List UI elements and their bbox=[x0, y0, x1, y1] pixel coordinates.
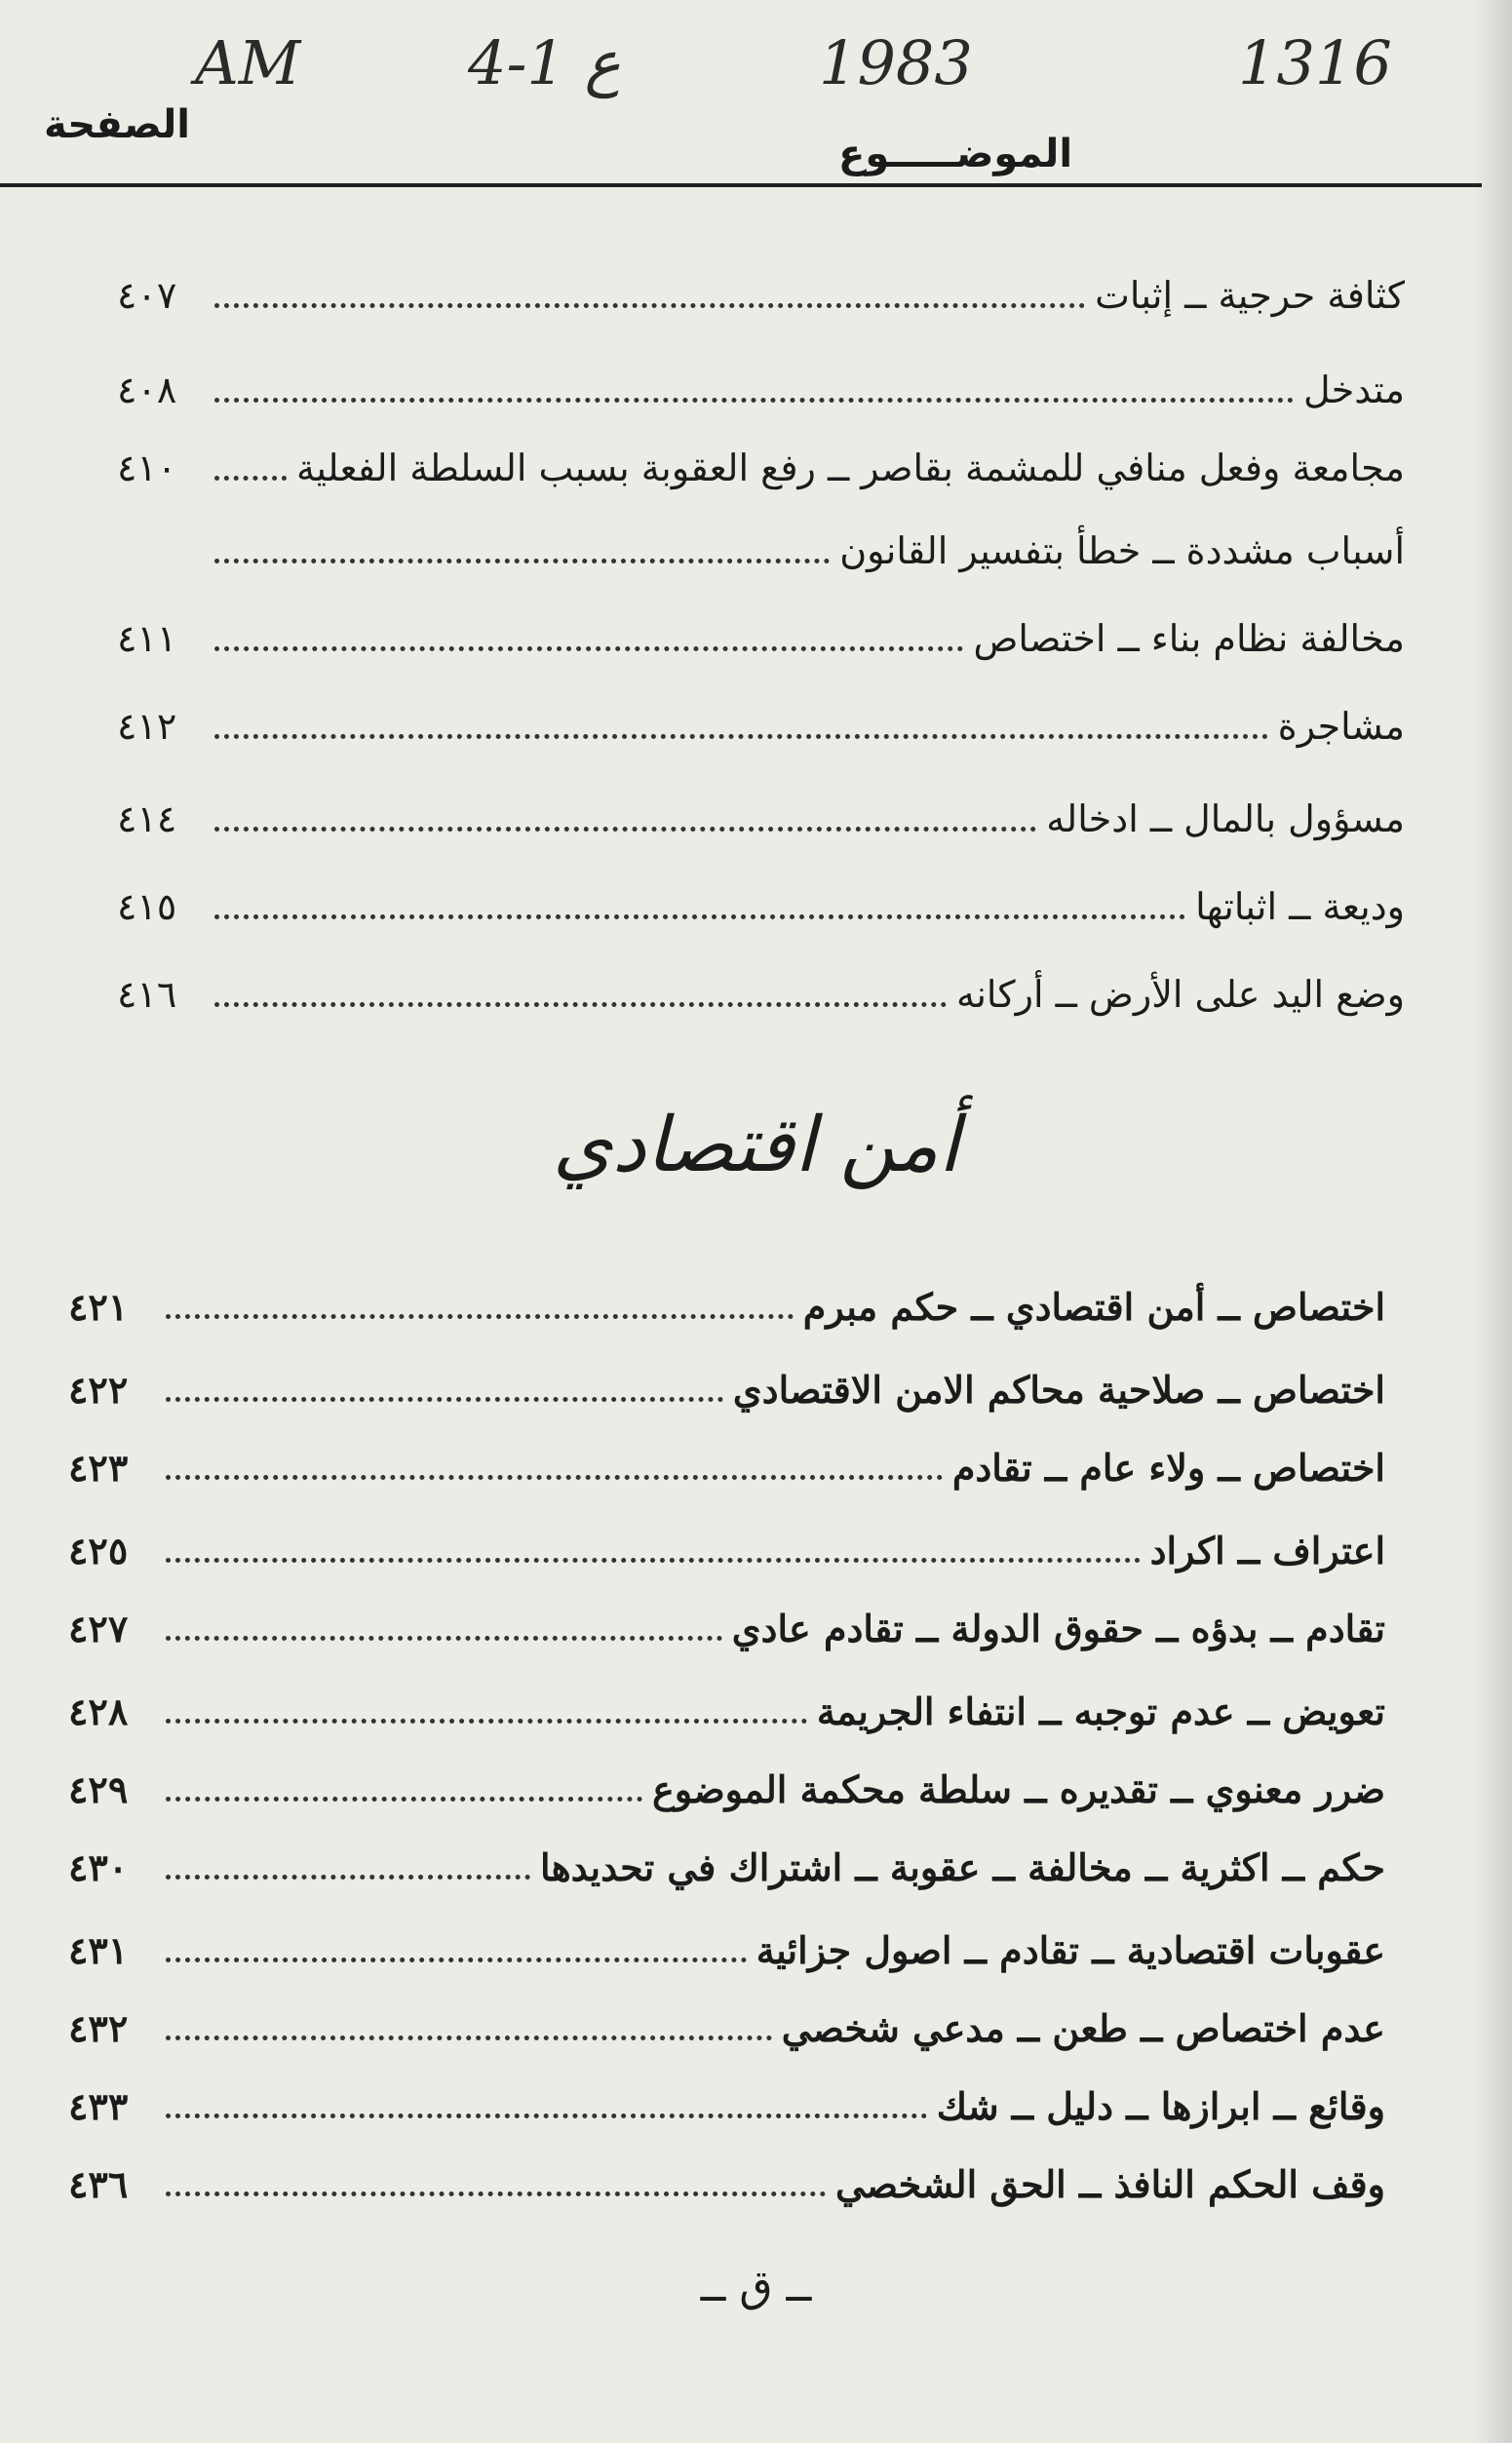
toc-entry bbox=[0, 872, 1512, 941]
toc-entry bbox=[0, 1516, 1512, 1584]
dot-leader bbox=[166, 1958, 747, 1962]
entry-title: تعويض ــ عدم توجبه ــ انتفاء الجريمة bbox=[816, 1688, 1385, 1733]
entry-page: ٤٢٣ bbox=[68, 1445, 129, 1490]
entry-page: ٤٣١ bbox=[68, 1927, 129, 1972]
entry-title: اختصاص ــ صلاحية محاكم الامن الاقتصادي bbox=[732, 1367, 1385, 1412]
dot-leader bbox=[214, 646, 963, 651]
entry-title: كثافة حرجية ــ إثبات bbox=[1095, 274, 1405, 317]
dot-leader bbox=[166, 2113, 927, 2118]
toc-entry bbox=[0, 1994, 1512, 2062]
dot-leader bbox=[214, 1002, 947, 1007]
entry-title: وديعة ــ اثباتها bbox=[1195, 885, 1405, 928]
entry-page: ٤١٥ bbox=[117, 885, 177, 928]
handwritten-note: 4-1 ع bbox=[468, 27, 621, 98]
dot-leader bbox=[166, 1397, 723, 1402]
entry-page: ٤٣٣ bbox=[68, 2083, 129, 2128]
toc-entry bbox=[0, 356, 1512, 424]
page-column-label: الصفحة bbox=[44, 102, 191, 147]
toc-entry bbox=[0, 785, 1512, 853]
entry-page: ٤٣٦ bbox=[68, 2161, 129, 2206]
page-edge-shadow bbox=[1473, 0, 1512, 2443]
entry-title: أسباب مشددة ــ خطأ بتفسير القانون bbox=[839, 529, 1405, 572]
entry-title: مجامعة وفعل منافي للمشمة بقاصر ــ رفع العقوبة بسبب السلطة الفعلية bbox=[296, 446, 1405, 489]
entry-page: ٤٢٨ bbox=[68, 1688, 129, 1733]
toc-entry bbox=[0, 604, 1512, 673]
toc-entry bbox=[0, 960, 1512, 1028]
entry-page: ٤٢٢ bbox=[68, 1367, 129, 1412]
column-header bbox=[0, 102, 1512, 180]
entry-page: ٤١٦ bbox=[117, 973, 177, 1016]
entry-title: وقف الحكم النافذ ــ الحق الشخصي bbox=[834, 2161, 1385, 2206]
topic-column-label: الموضـــــوع bbox=[838, 132, 1073, 176]
toc-entry bbox=[0, 1833, 1512, 1901]
entry-title: عدم اختصاص ــ طعن ــ مدعي شخصي bbox=[781, 2005, 1385, 2050]
dot-leader bbox=[166, 1314, 794, 1319]
entry-page: ٤١١ bbox=[117, 617, 177, 660]
dot-leader bbox=[214, 398, 1294, 403]
toc-entry bbox=[0, 692, 1512, 760]
entry-title: عقوبات اقتصادية ــ تقادم ــ اصول جزائية bbox=[756, 1927, 1385, 1972]
handwritten-note: 1983 bbox=[819, 27, 973, 98]
entry-title: حكم ــ اكثرية ــ مخالفة ــ عقوبة ــ اشتراك في تحديدها bbox=[539, 1844, 1385, 1889]
toc-entry bbox=[0, 2150, 1512, 2218]
entry-page: ٤٢١ bbox=[68, 1284, 129, 1329]
entry-title: ضرر معنوي ــ تقديره ــ سلطة محكمة الموضوع bbox=[652, 1766, 1385, 1811]
entry-page: ٤٠٧ bbox=[117, 274, 177, 317]
entry-page: ٤٣٠ bbox=[68, 1844, 129, 1889]
dot-leader bbox=[214, 476, 287, 481]
entry-title: وقائع ــ ابرازها ــ دليل ــ شك bbox=[936, 2083, 1385, 2128]
toc-entry bbox=[0, 1755, 1512, 1823]
header-divider bbox=[0, 183, 1482, 187]
dot-leader bbox=[166, 1797, 642, 1802]
dot-leader bbox=[166, 2036, 772, 2040]
entry-page: ٤٣٢ bbox=[68, 2005, 129, 2050]
dot-leader bbox=[214, 734, 1268, 739]
toc-entry bbox=[0, 1355, 1512, 1423]
toc-entry bbox=[0, 2072, 1512, 2140]
entry-page: ٤٢٧ bbox=[68, 1606, 129, 1650]
toc-entry bbox=[0, 1594, 1512, 1662]
handwritten-note: 1316 bbox=[1238, 27, 1392, 98]
entry-title: مشاجرة bbox=[1277, 705, 1405, 748]
entry-title: اختصاص ــ ولاء عام ــ تقادم bbox=[951, 1445, 1385, 1490]
dot-leader bbox=[214, 914, 1185, 919]
dot-leader bbox=[166, 1636, 722, 1641]
entry-page: ٤١٢ bbox=[117, 705, 177, 748]
entry-page: ٤١٤ bbox=[117, 797, 177, 840]
entry-title: مسؤول بالمال ــ ادخاله bbox=[1046, 797, 1405, 840]
dot-leader bbox=[214, 827, 1036, 832]
entry-title: اختصاص ــ أمن اقتصادي ــ حكم مبرم bbox=[802, 1284, 1385, 1329]
entry-page: ٤٢٥ bbox=[68, 1528, 129, 1572]
dot-leader bbox=[166, 1719, 807, 1724]
toc-entry bbox=[0, 1272, 1512, 1340]
entry-page: ٤٢٩ bbox=[68, 1766, 129, 1811]
toc-entry bbox=[0, 1433, 1512, 1501]
entry-page: ٤٠٨ bbox=[117, 368, 177, 411]
entry-title: وضع اليد على الأرض ــ أركانه bbox=[955, 973, 1405, 1016]
entry-page: ٤١٠ bbox=[117, 446, 177, 489]
handwritten-note: AM bbox=[195, 27, 301, 98]
entry-title: متدخل bbox=[1302, 368, 1405, 411]
section-title: أمن اقتصادي bbox=[552, 1102, 960, 1189]
dot-leader bbox=[214, 559, 830, 563]
toc-entry bbox=[0, 1916, 1512, 1984]
toc-entry bbox=[0, 434, 1512, 502]
toc-entry bbox=[0, 261, 1512, 330]
entry-title: مخالفة نظام بناء ــ اختصاص bbox=[973, 617, 1405, 660]
toc-entry bbox=[0, 517, 1512, 585]
page-marker: ــ ق ــ bbox=[700, 2262, 812, 2311]
dot-leader bbox=[166, 1475, 943, 1480]
entry-title: اعتراف ــ اكراد bbox=[1149, 1528, 1385, 1572]
dot-leader bbox=[166, 2191, 826, 2196]
toc-entry bbox=[0, 1677, 1512, 1745]
dot-leader bbox=[166, 1558, 1141, 1563]
entry-title: تقادم ــ بدؤه ــ حقوق الدولة ــ تقادم عادي bbox=[731, 1606, 1385, 1650]
dot-leader bbox=[166, 1875, 530, 1880]
dot-leader bbox=[214, 303, 1085, 308]
